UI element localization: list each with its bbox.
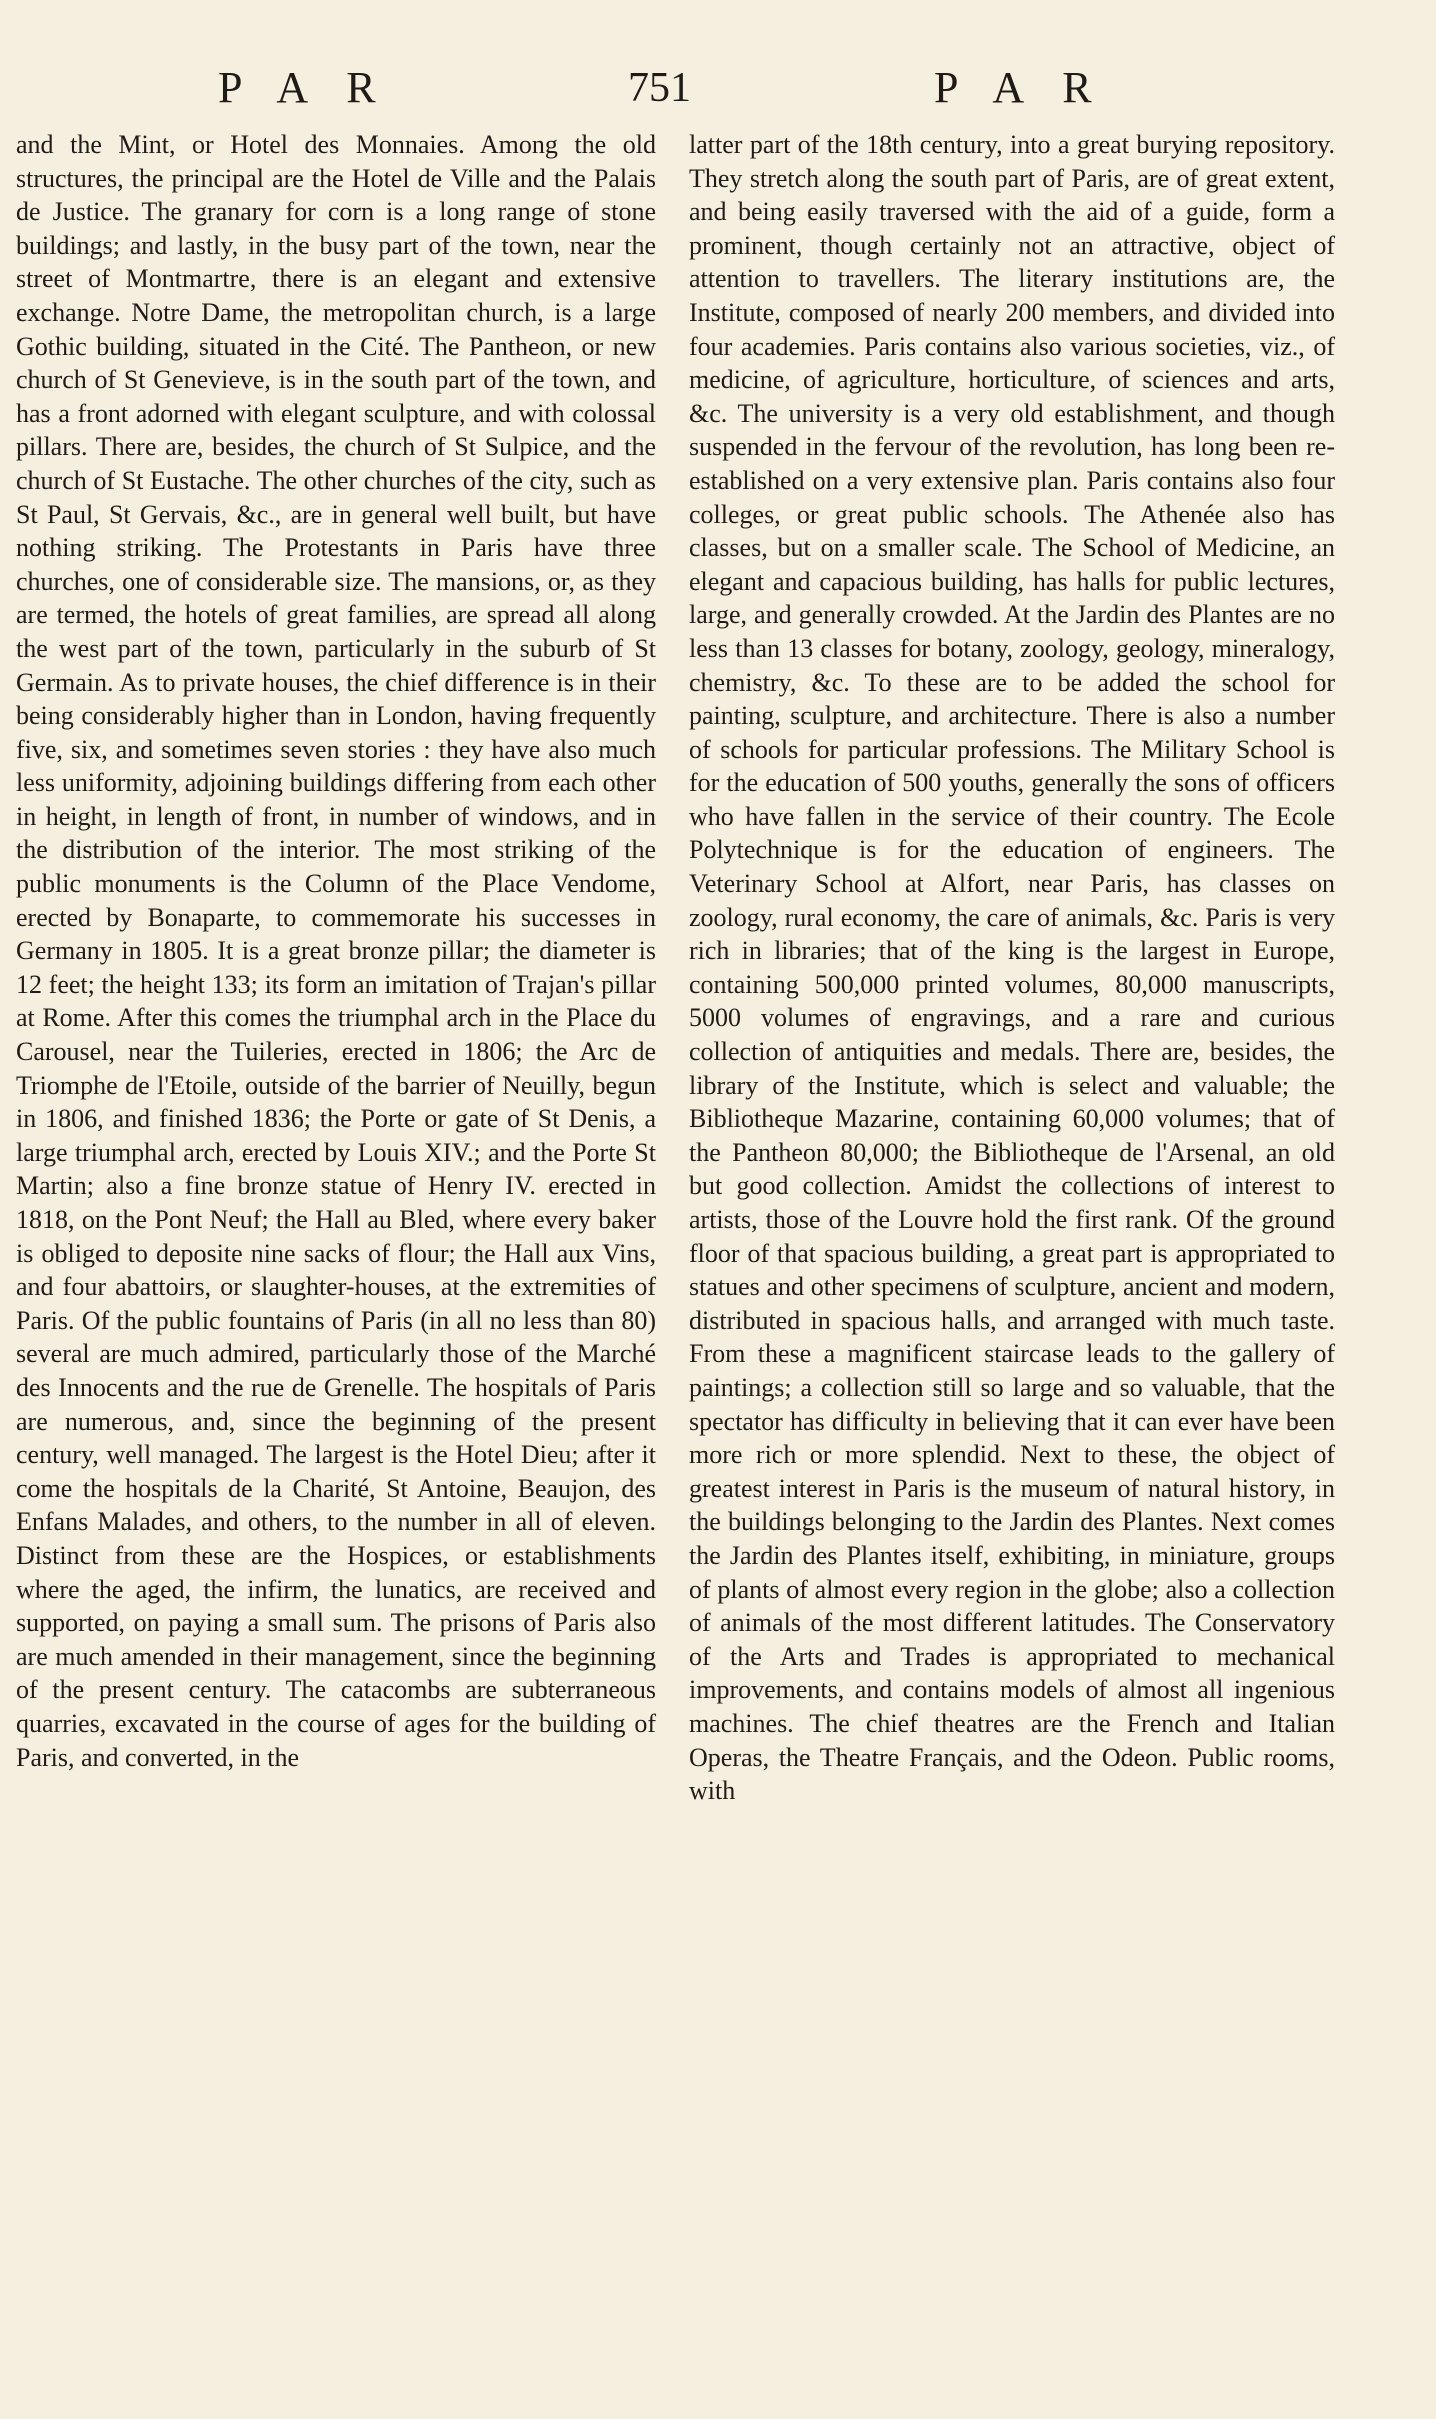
text-column-right [689,128,1335,1808]
body-text-right: latter part of the 18th century, into a great burying repository. They stretch along the south part of Paris, are of great extent, and being easily traversed with the aid of a guide, form a prominent, though certainly not an attractive, object of attention to travellers. The literary institutions are, the Institute, composed of nearly 200 members, and divided into four academies. Paris contains also various societies, viz., of medicine, of agriculture, horticulture, of sciences and arts, &c. The university is a very old establishment, and though suspended in the fervour of the revolution, has long been re-established on a very extensive plan. Paris contains also four colleges, or great public schools. The Athenée also has classes, but on a smaller scale. The School of Medicine, an elegant and capacious building, has halls for public lectures, large, and generally crowded. At the Jardin des Plantes are no less than 13 classes for botany, zoology, geology, mineralogy, chemistry, &c. To these are to be added the school for painting, sculpture, and architecture. There is also a number of schools for particular professions. The Military School is for the education of 500 youths, generally the sons of officers who have fallen in the service of their country. The Ecole Polytechnique is for the education of engineers. The Veterinary School at Alfort, near Paris, has classes on zoology, rural economy, the care of animals, &c. Paris is very rich in libraries; that of the king is the largest in Europe, containing 500,000 printed volumes, 80,000 manuscripts, 5000 volumes of engravings, and a rare and curious collection of antiquities and medals. There are, besides, the library of the Institute, which is select and valuable; the Bibliotheque Mazarine, containing 60,000 volumes; that of the Pantheon 80,000; the Bibliotheque de l'Arsenal, an old but good collection. Amidst the collections of interest to artists, those of the Louvre hold the first rank. Of the ground floor of that spacious building, a great part is appropriated to statues and other specimens of sculpture, ancient and modern, distributed in spacious halls, and arranged with much taste. From these a magnificent staircase leads to the gallery of paintings; a collection still so large and so valuable, that the spectator has difficulty in believing that it can ever have been more rich or more splendid. Next to these, the object of greatest interest in Paris is the museum of natural history, in the buildings belonging to the Jardin des Plantes. Next comes the Jardin des Plantes itself, exhibiting, in miniature, groups of plants of almost every region in the globe; also a collection of animals of the most different latitudes. The Conservatory of the Arts and Trades is appropriated to mechanical improvements, and contains models of almost all ingenious machines. The chief theatres are the French and Italian Operas, the Theatre Français, and the Odeon. Public rooms, with [689,130,1335,1806]
running-head-right: PAR [934,63,1130,112]
body-text-left: and the Mint, or Hotel des Monnaies. Among the old structures, the principal are the Hotel de Ville and the Palais de Justice. The granary for corn is a long range of stone buildings; and lastly, in the busy part of the town, near the street of Montmartre, there is an elegant and extensive exchange. Notre Dame, the metropolitan church, is a large Gothic building, situated in the Cité. The Pantheon, or new church of St Genevieve, is in the south part of the town, and has a front adorned with elegant sculpture, and with colossal pillars. There are, besides, the church of St Sulpice, and the church of St Eustache. The other churches of the city, such as St Paul, St Gervais, &c., are in general well built, but have nothing striking. The Protestants in Paris have three churches, one of considerable size. The mansions, or, as they are termed, the hotels of great families, are spread all along the west part of the town, particularly in the suburb of St Germain. As to private houses, the chief difference is in their being considerably higher than in London, having frequently five, six, and sometimes seven stories : they have also much less uniformity, adjoining buildings differing from each other in height, in length of front, in number of windows, and in the distribution of the interior. The most striking of the public monuments is the Column of the Place Vendome, erected by Bonaparte, to commemorate his successes in Germany in 1805. It is a great bronze pillar; the diameter is 12 feet; the height 133; its form an imitation of Trajan's pillar at Rome. After this comes the triumphal arch in the Place du Carousel, near the Tuileries, erected in 1806; the Arc de Triomphe de l'Etoile, outside of the barrier of Neuilly, begun in 1806, and finished 1836; the Porte or gate of St Denis, a large triumphal arch, erected by Louis XIV.; and the Porte St Martin; also a fine bronze statue of Henry IV. erected in 1818, on the Pont Neuf; the Hall au Bled, where every baker is obliged to deposite nine sacks of flour; the Hall aux Vins, and four abattoirs, or slaughter-houses, at the extremities of Paris. Of the public fountains of Paris (in all no less than 80) several are much admired, particularly those of the Marché des Innocents and the rue de Grenelle. The hospitals of Paris are numerous, and, since the beginning of the present century, well managed. The largest is the Hotel Dieu; after it come the hospitals de la Charité, St Antoine, Beaujon, des Enfans Malades, and others, to the number in all of eleven. Distinct from these are the Hospices, or establishments where the aged, the infirm, the lunatics, are received and supported, on paying a small sum. The prisons of Paris also are much amended in their management, since the beginning of the present century. The catacombs are subterraneous quarries, excavated in the course of ages for the building of Paris, and converted, in the [16,130,656,1772]
running-head-left: PAR [218,63,414,112]
running-head [0,58,1436,118]
page-number: 751 [628,65,691,111]
text-column-left [16,128,656,1774]
